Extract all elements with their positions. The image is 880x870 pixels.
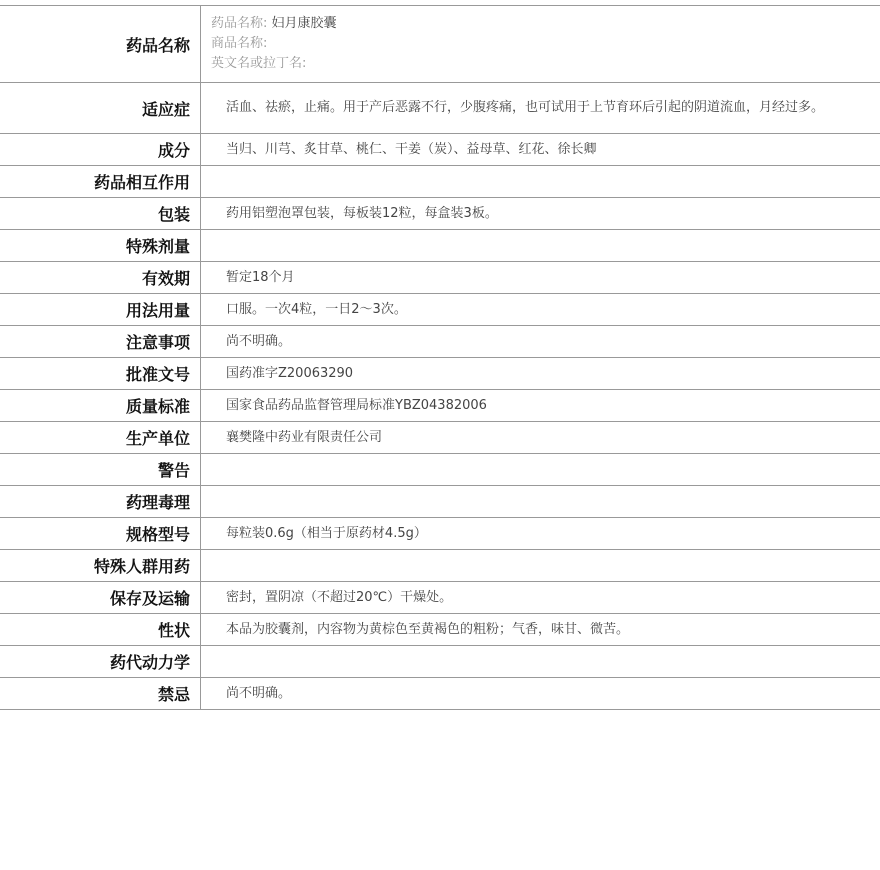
row-storage [0,582,880,614]
trade-name-label: 商品名称: [211,36,268,51]
row-shelf-life [0,262,880,294]
generic-name-label: 药品名称: [211,16,268,31]
row-warning [0,454,880,486]
row-label: 药品名称 [0,6,201,83]
row-quality-standard [0,390,880,422]
row-ingredients [0,134,880,166]
row-dosage [0,294,880,326]
generic-name-value: 妇月康胶囊 [271,16,337,31]
row-label: 包装 [0,198,201,230]
row-value [201,454,880,486]
row-label: 药代动力学 [0,646,201,678]
row-label: 特殊剂量 [0,230,201,262]
row-approval-number [0,358,880,390]
trade-name-line [211,34,880,54]
row-value: 尚不明确。 [226,685,292,701]
row-value: 密封，置阴凉（不超过20℃）干燥处。 [226,589,453,605]
row-value: 襄樊隆中药业有限责任公司 [226,429,383,445]
row-value [201,486,880,518]
row-contraindications [0,678,880,710]
row-label: 注意事项 [0,326,201,358]
row-label: 适应症 [0,83,201,134]
row-pharmacology [0,486,880,518]
row-interactions [0,166,880,198]
row-value: 每粒装0.6g（相当于原药材4.5g） [226,525,427,541]
row-label: 性状 [0,614,201,646]
row-label: 保存及运输 [0,582,201,614]
row-value: 国药准字Z20063290 [226,365,354,381]
row-specification [0,518,880,550]
row-label: 生产单位 [0,422,201,454]
row-special-dosage [0,230,880,262]
row-label: 药品相互作用 [0,166,201,198]
row-manufacturer [0,422,880,454]
row-value: 当归、川芎、炙甘草、桃仁、干姜（炭）、益母草、红花、徐长卿 [226,141,597,157]
row-packaging [0,198,880,230]
row-precautions [0,326,880,358]
english-name-label: 英文名或拉丁名: [211,56,307,71]
row-special-populations [0,550,880,582]
drug-spec-table [0,5,880,710]
row-label: 批准文号 [0,358,201,390]
row-value [201,550,880,582]
row-description [0,614,880,646]
drug-name-block [201,6,880,83]
row-label: 特殊人群用药 [0,550,201,582]
row-label: 规格型号 [0,518,201,550]
row-label: 药理毒理 [0,486,201,518]
generic-name-line [211,14,880,34]
row-value [201,166,880,198]
row-label: 禁忌 [0,678,201,710]
row-value: 暂定18个月 [226,269,295,285]
english-name-line [211,54,880,74]
row-indications [0,83,880,134]
row-value: 尚不明确。 [226,333,292,349]
row-pharmacokinetics [0,646,880,678]
row-value: 口服。一次4粒，一日2～3次。 [226,301,407,317]
row-value [201,230,880,262]
row-value: 国家食品药品监督管理局标准YBZ04382006 [226,397,487,413]
row-label: 成分 [0,134,201,166]
row-label: 警告 [0,454,201,486]
row-value: 本品为胶囊剂，内容物为黄棕色至黄褐色的粗粉；气香，味甘、微苦。 [226,621,630,637]
row-drug-name [0,6,880,83]
row-value: 药用铝塑泡罩包装，每板装12粒，每盒装3板。 [226,205,498,221]
row-label: 有效期 [0,262,201,294]
row-value: 活血、祛瘀，止痛。用于产后恶露不行，少腹疼痛，也可试用于上节育环后引起的阴道流血，月经过多。 [226,100,825,115]
row-value [201,646,880,678]
row-label: 用法用量 [0,294,201,326]
row-label: 质量标准 [0,390,201,422]
